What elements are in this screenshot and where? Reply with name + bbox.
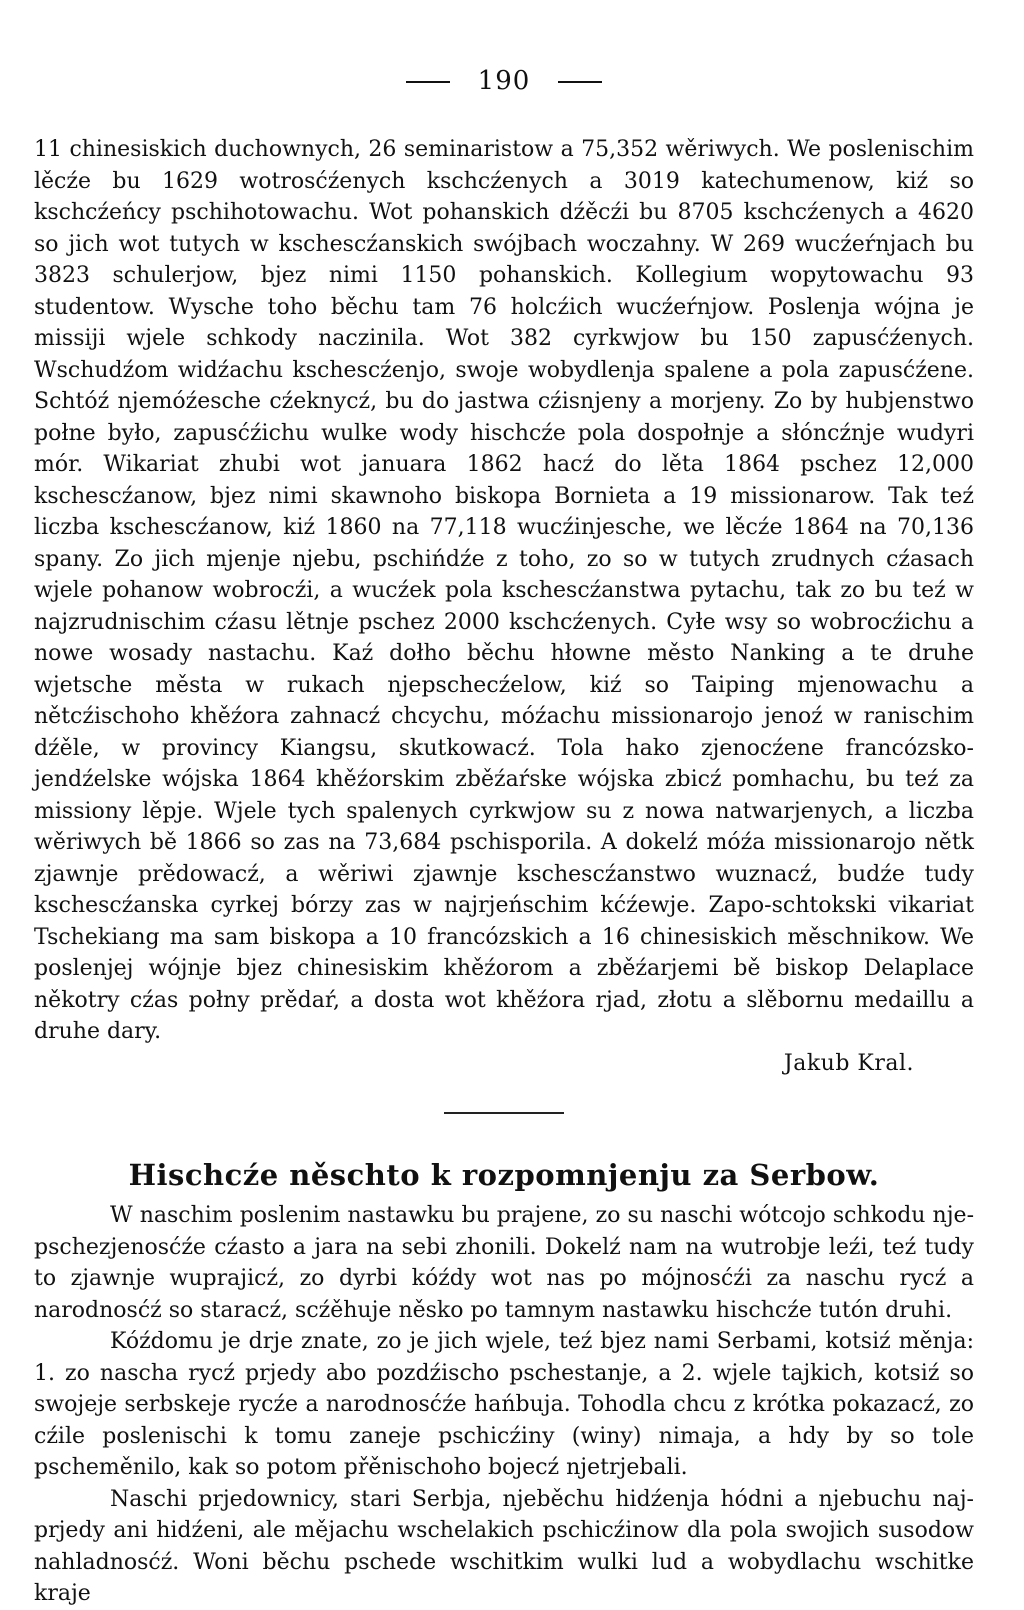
article-missions-paragraph: 11 chinesiskich duchownych, 26 seminaristow a 75,352 wěriwych. We poslenischim lěcźe bu 1629 wotrosćźenych kschcźenych a 3019 katechumenow, kiź so kschcźeńcy pschihotowachu. Wot pohanskich dźěcźi bu 8705 kschcźenych a 4620 so jich wot tutych w kschescźanskich swójbach woczahny. W 269 wucźeŕnjach bu 3823 schulerjow, bjez nimi 1150 pohanskich. Kollegium wopytowachu 93 studentow. Wysche toho běchu tam 76 holcźich wucźeŕnjow. Poslenja wójna je missiji wjele schkody naczinila. Wot 382 cyrkwjow bu 150 zapusćźenych. Wschudźom widźachu kschescźenjo, swoje wobydlenja spalene a pola zapusćźene. Schtóź njemóźesche cźeknycź, bu do jastwa cźisnjeny a morjeny. Zo by hubjenstwo połne było, zapusćźichu wulke wody hischcźe pola dospołnje a słóncźnje wudyri mór. Wikariat zhubi wot januara 1862 hacź do lěta 1864 pschez 12,000 kschescźanow, bjez nimi skawnoho biskopa Bornieta a 19 missionarow. Tak teź liczba kschescźanow, kiź 1860 na 77,118 wucźinjesche, we lěcźe 1864 na 70,136 spany. Zo jich mjenje njebu, pschińdźe z toho, zo so w tutych zrudnych cźasach wjele pohanow wobrocźi, a wucźek pola kschescźanstwa pytachu, tak zo bu teź w najzrudnischim cźasu lětnje pschez 2000 kschcźenych. Cyłe wsy so wobrocźichu a nowe wosady nastachu. Kaź dołho běchu hłowne město Nanking a te druhe wjetsche města w rukach njepschecźelow, kiź so Taiping mjenowachu a nětcźischoho khěźora zahnacź chcychu, móźachu missionarojo jenoź w ranischim dźěle, w provincy Kiangsu, skutkowacź. Tola hako zjenocźene francózsko-jendźelske wójska 1864 khěźorskim zběźaŕske wójska zbicź pomhachu, bu teź za missiony lěpje. Wjele tych spalenych cyrkwjow su z nowa natwarjenych, a liczba wěriwych bě 1866 so zas na 73,684 pschisporila. A dokelź móźa missionarojo nětk zjawnje prědowacź, a wěriwi zjawnje kschescźanstwo wuznacź, budźe tudy kschescźanska cyrkej bórzy zas w najrjeńschim kćźewje. Zapo-schtokski vikariat Tschekiang ma sam biskopa a 10 francózskich a 16 chinesiskich měschnikow. We poslenjej wójnje bjez chinesiskim khěźorom a zběźarjemi bě biskop Delaplace někotry cźas połny prědaŕ, a dosta wot khěźora rjad, złotu a slěbornu medaillu a druhe dary. <box>34 137 974 1044</box>
section-divider <box>444 1112 564 1114</box>
author-signature: Jakub Kral. <box>783 1050 914 1076</box>
page-header <box>34 66 974 96</box>
section-title: Hischcźe něschto k rozpomnjenju za Serbow. <box>128 1158 880 1192</box>
article-serbs-paragraph-3: Naschi prjedownicy, stari Serbja, njeběchu hidźenja hódni a njebuchu naj-prjedy ani hidźeni, ale mějachu wschelakich pschicźinow dla pola swojich susodow nahladnosćź. Woni běchu pschede wschitkim wulki lud a wobydlachu wschitke kraje <box>34 1486 974 1606</box>
header-dash-right <box>558 81 602 83</box>
header-dash-left <box>406 81 450 83</box>
article-serbs <box>34 1200 974 1610</box>
article-missions <box>34 134 974 1079</box>
document-page <box>34 66 974 1610</box>
article-serbs-paragraph-1: W naschim poslenim nastawku bu prajene, zo su naschi wótcojo schkodu nje-pschezjenosćźe cźasto a jara na sebi zhonili. Dokelź nam na wutrobje leźi, teź tudy to zjawnje wuprajicź, zo dyrbi kóźdy wot nas po mójnosćźi za naschu rycź a narodnosćź so staracź, scźěhuje něsko po tamnym nastawku hischcźe tutón druhi. <box>34 1203 974 1323</box>
signature-line <box>34 1048 974 1080</box>
page-number: 190 <box>477 66 531 96</box>
article-serbs-paragraph-2: Kóźdomu je drje znate, zo je jich wjele, teź bjez nami Serbami, kotsiź měnja: 1. zo nascha rycź prjedy abo pozdźischo pschestanje, a 2. wjele tajkich, kotsiź so swojeje serbskeje rycźe a narodnosćźe hańbuja. Tohodla chcu z krótka pokazacź, zo cźile poslenischi k tomu zaneje pschicźiny (winy) nimaja, a hdy by so tole pscheměnilo, kak so potom přěnischoho bojecź njetrjebali. <box>34 1329 974 1480</box>
